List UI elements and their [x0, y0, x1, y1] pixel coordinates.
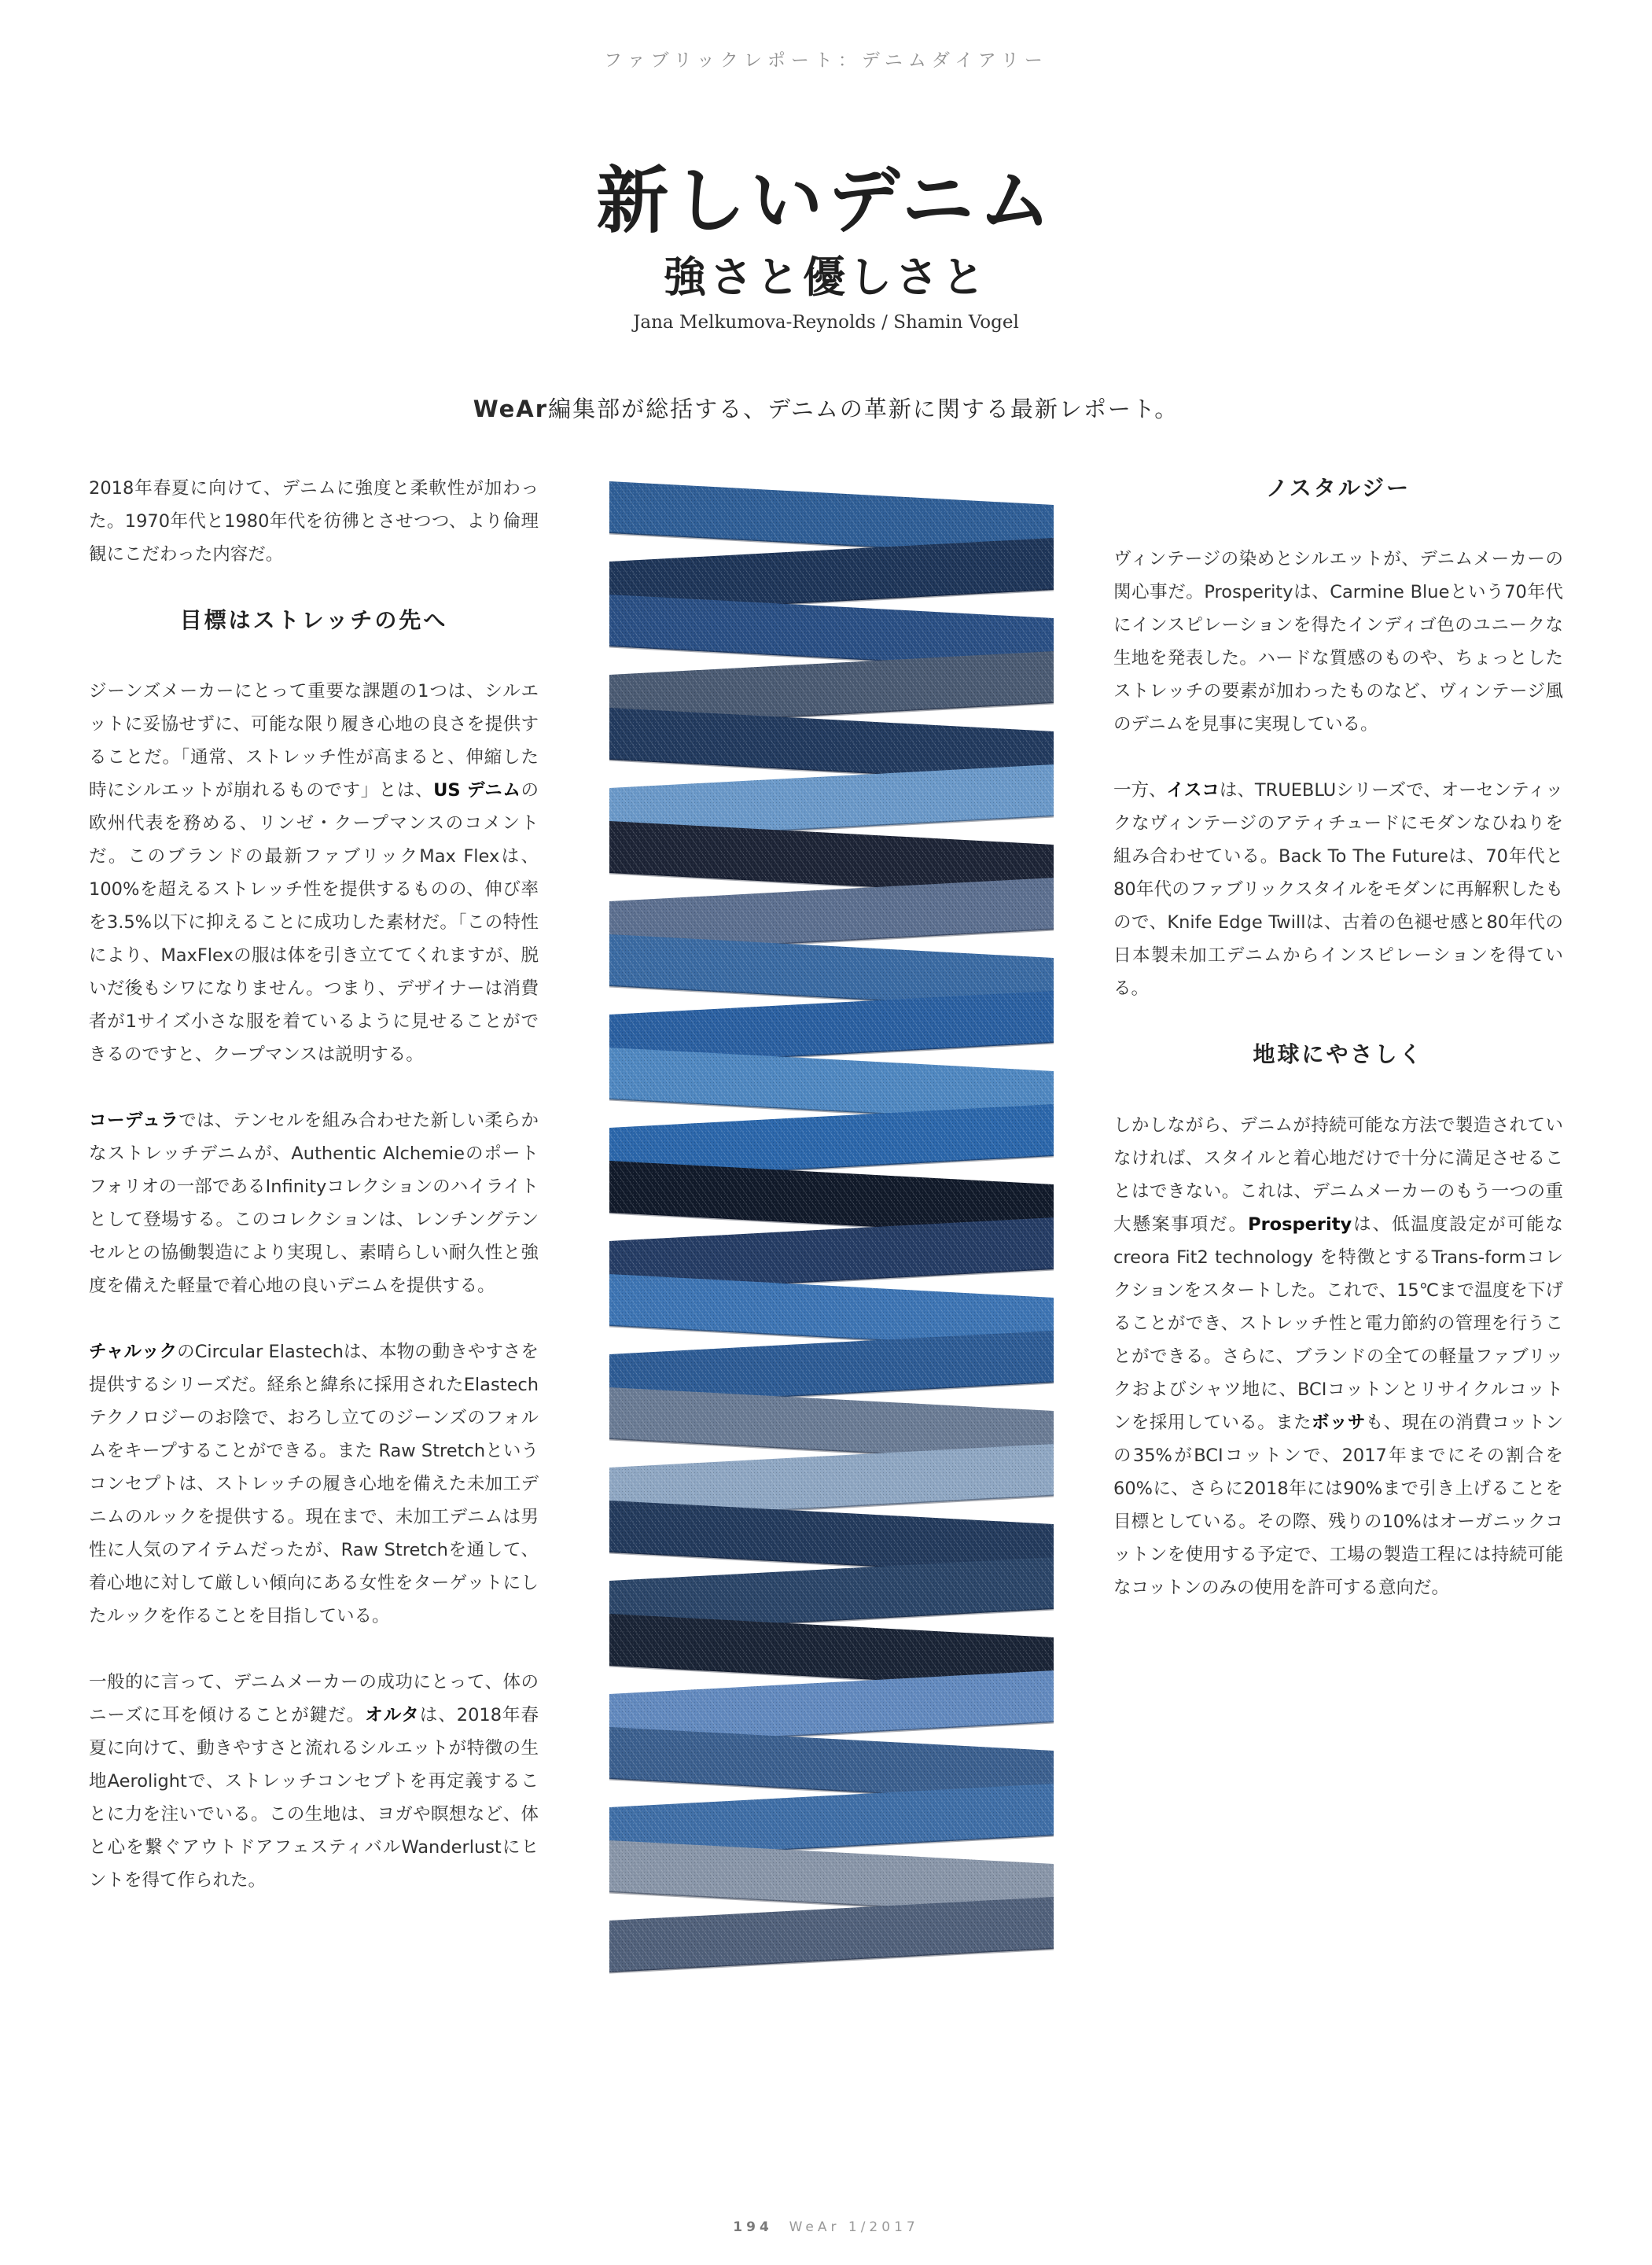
- article-title: 新しいデニム: [596, 159, 1056, 243]
- denim-ribbon-illustration: [609, 472, 1054, 2218]
- paragraph-calik: [89, 1335, 539, 1633]
- paragraph-isko: [1113, 774, 1563, 1005]
- text-run: は、低温度設定が可能なcreora Fit2 technology を特徴とするTrans-formコレクションをスタートした。これで、15℃まで温度を下げることができ、ストレッチ性と電力節約の管理を行うことができる。さらに、ブランドの全ての軽量ファブリックおよびシャツ地に、BCIコットンとリサイクルコットンを採用している。また: [1113, 1214, 1563, 1433]
- lede: [0, 392, 1652, 424]
- brand-name: ボッサ: [1312, 1412, 1366, 1433]
- lede-brand: WeAr: [473, 396, 549, 422]
- section-heading-eco: 地球にやさしく: [1253, 1041, 1424, 1067]
- intro-paragraph: 2018年春夏に向けて、デニムに強度と柔軟性が加わった。1970年代と1980年代を彷彿とさせつつ、より倫理観にこだわった内容だ。: [89, 478, 539, 565]
- brand-name: Prosperity: [1248, 1214, 1352, 1235]
- text-run: ジーンズメーカーにとって重要な課題の1つは、シルエットに妥協せずに、可能な限り履き心地の良さを提供することだ。「通常、ストレッチ性が高まると、伸縮した時にシルエットが崩れるものです」とは、: [89, 681, 539, 801]
- right-column: [1113, 472, 1563, 1637]
- paragraph-cordura: [89, 1104, 539, 1302]
- paragraph-us-denim: [89, 675, 539, 1071]
- article-subtitle: 強さと優しさと: [664, 252, 988, 302]
- running-head: ファブリックレポート：デニムダイアリー: [604, 50, 1048, 71]
- brand-name: イスコ: [1166, 780, 1220, 801]
- text-run: のCircular Elastechは、本物の動きやすさを提供するシリーズだ。経糸と緯糸に採用されたElastechテクノロジーのお陰で、おろし立てのジーンズのフォルムをキープすることができる。また Raw Stretchというコンセプトは、ストレッチの履き心地を備えた未加工デニムのルックを提供する。現在まで、未加工デニムは男性に人気のアイテムだったが、Raw Stretchを通して、着心地に対して厳しい傾向にある女性をターゲットにしたルックを作ることを目指している。: [89, 1342, 539, 1626]
- text-run: 一般的に言って、デニムメーカーの成功にとって、体のニーズに耳を傾けることが鍵だ。: [89, 1672, 539, 1725]
- folio: [0, 2219, 1652, 2235]
- page-number: 194: [733, 2219, 773, 2235]
- lede-text: 編集部が総括する、デニムの革新に関する最新レポート。: [548, 396, 1179, 422]
- paragraph-sustainability: [1113, 1109, 1563, 1604]
- text-run: の欧州代表を務める、リンゼ・クープマンスのコメントだ。このブランドの最新ファブリックMax Flexは、100%を超えるストレッチ性を提供するものの、伸び率を3.5%以下に抑えることに成功した素材だ。「この特性により、MaxFlexの服は体を引き立ててくれますが、脱いだ後もシワになりません。つまり、デザイナーは消費者が1サイズ小さな服を着ているように見せることができるのですと、クープマンスは説明する。: [89, 780, 539, 1065]
- text-run: 一方、: [1113, 780, 1167, 801]
- brand-name: オルタ: [365, 1705, 420, 1725]
- text-run: では、テンセルを組み合わせた新しい柔らかなストレッチデニムが、Authentic Alchemieのポートフォリオの一部であるInfinityコレクションのハイライトとして登場する。このコレクションは、レンチングテンセルとの協働製造により実現し、素晴らしい耐久性と強度を備えた軽量で着心地の良いデニムを提供する。: [89, 1110, 539, 1296]
- paragraph-prosperity: ヴィンテージの染めとシルエットが、デニムメーカーの関心事だ。Prosperityは、Carmine Blueという70年代にインスピレーションを得たインディゴ色のユニークな生地を発表した。ハードな質感のものや、ちょっとしたストレッチの要素が加わったものなど、ヴィンテージ風のデニムを見事に実現している。: [1113, 549, 1563, 735]
- text-run: も、現在の消費コットンの35%がBCIコットンで、2017年までにその割合を60%に、さらに2018年には90%まで引き上げることを目標としている。その際、残りの10%はオーガニックコットンを使用する予定で、工場の製造工程には持続可能なコットンのみの使用を許可する意向だ。: [1113, 1412, 1563, 1598]
- text-run: は、TRUEBLUシリーズで、オーセンティックなヴィンテージのアティチュードにモダンなひねりを組み合わせている。Back To The Futureは、70年代と80年代のファブリックスタイルをモダンに再解釈したもので、Knife Edge Twillは、古着の色褪せ感と80年代の日本製未加工デニムからインスピレーションを得ている。: [1113, 780, 1563, 999]
- paragraph-orta: [89, 1666, 539, 1897]
- brand-name: チャルック: [89, 1342, 178, 1362]
- magazine-issue: WeAr 1/2017: [789, 2219, 919, 2235]
- brand-name: コーデュラ: [89, 1110, 179, 1131]
- section-heading-stretch: 目標はストレッチの先へ: [179, 607, 448, 633]
- text-run: しかしながら、デニムが持続可能な方法で製造されていなければ、スタイルと着心地だけで十分に満足させることはできない。これは、デニムメーカーのもう一つの重大懸案事項だ。: [1113, 1115, 1563, 1235]
- left-column: [89, 472, 539, 1930]
- author-byline: Jana Melkumova-Reynolds / Shamin Vogel: [633, 312, 1019, 333]
- brand-name: US デニム: [433, 780, 521, 801]
- section-heading-nostalgia: ノスタルジー: [1265, 475, 1411, 501]
- text-run: は、2018年春夏に向けて、動きやすさと流れるシルエットが特徴の生地Aerolightで、ストレッチコンセプトを再定義することに力を注いでいる。この生地は、ヨガや瞑想など、体と心を繋ぐアウトドアフェスティバルWanderlustにヒントを得て作られた。: [89, 1705, 539, 1891]
